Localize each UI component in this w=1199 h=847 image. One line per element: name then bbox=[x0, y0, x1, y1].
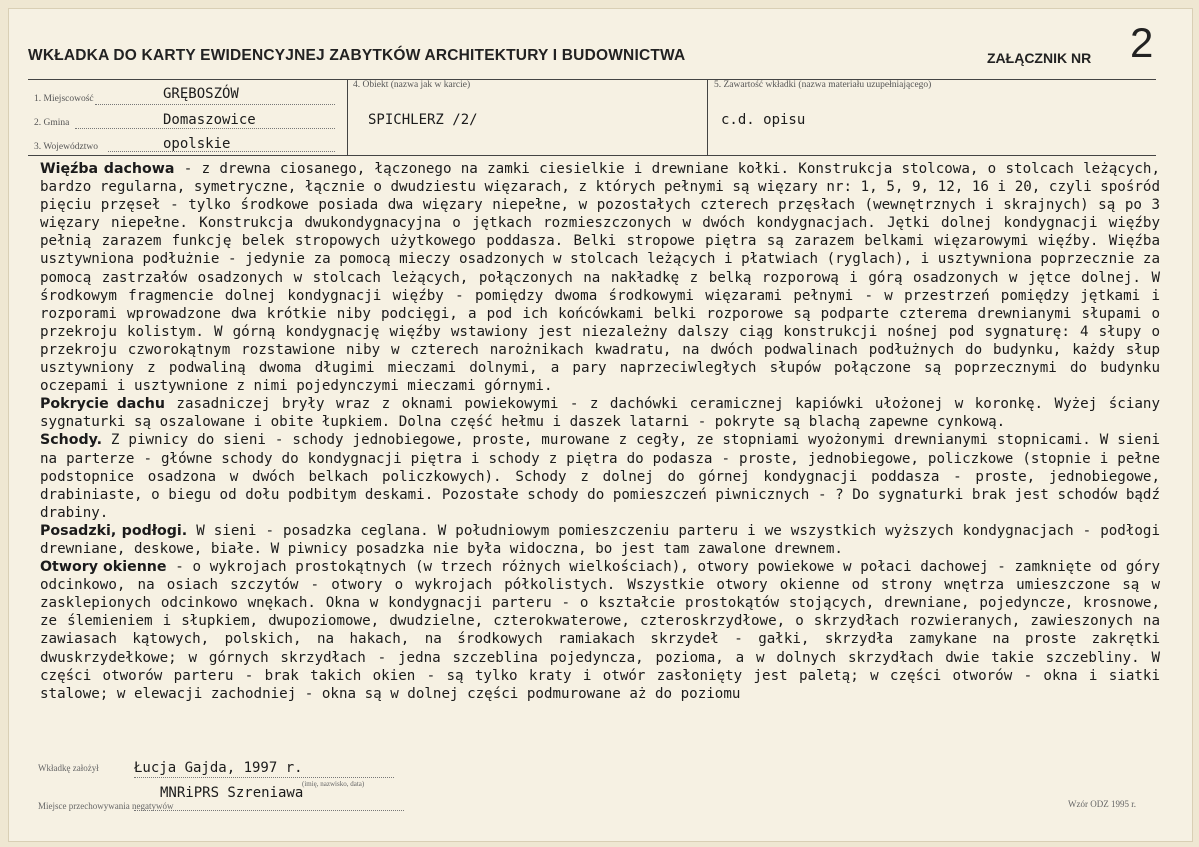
commune-dots bbox=[75, 128, 335, 129]
stairs-heading: Schody. bbox=[40, 432, 102, 449]
form-title: WKŁADKA DO KARTY EWIDENCYJNEJ ZABYTKÓW ARCHITEKTURY I BUDOWNICTWA bbox=[28, 47, 686, 64]
roof-truss-paragraph bbox=[40, 160, 1160, 395]
roofing-text: zasadniczej bryły wraz z oknami powiekowymi - z dachówki ceramicznej kapiówki ułożonej w koronkę. Wyżej ściany sygnaturki są oszalowane i obite łupkiem. Dolna część hełmu i daszek latarni - pokryte są blachą zapewne cynkową. bbox=[40, 396, 1160, 431]
floors-text: W sieni - posadzka ceglana. W południowym pomieszczeniu parteru i we wszystkich wyższych kondygnacjach - podłogi drewniane, deskowe, białe. W piwnicy posadzka nie była widoczna, bo jest tam zawalone drewnem. bbox=[40, 522, 1161, 557]
fields-bottom-rule bbox=[28, 155, 1156, 156]
windows-paragraph bbox=[40, 558, 1160, 703]
negatives-location-dots bbox=[134, 810, 404, 811]
roofing-paragraph bbox=[40, 395, 1160, 431]
compiled-by-value: Łucja Gajda, 1997 r. bbox=[134, 760, 303, 776]
compiled-by-hint: (imię, nazwisko, data) bbox=[302, 780, 365, 788]
content-value: c.d. opisu bbox=[721, 112, 806, 128]
annex-number: 2 bbox=[1130, 19, 1154, 66]
roof-truss-heading: Więźba dachowa bbox=[40, 161, 175, 177]
negatives-location-value: MNRiPRS Szreniawa bbox=[160, 785, 304, 801]
windows-heading: Otwory okienne bbox=[40, 559, 167, 576]
locality-label: 1. Miejscowość bbox=[34, 94, 94, 104]
commune-value: Domaszowice bbox=[163, 112, 256, 128]
stairs-paragraph bbox=[40, 431, 1160, 521]
locality-dots bbox=[95, 104, 335, 105]
object-value: SPICHLERZ /2/ bbox=[368, 112, 478, 128]
province-label: 3. Województwo bbox=[34, 142, 98, 152]
roof-truss-text: - z drewna ciosanego, łączonego na zamki ciesielkie i drewniane kołki. Konstrukcja stolcowa, o stolcach leżących, bardzo regularna, symetryczne, łącznie o dwudziestu więzarach, z których pełnymi są więzary nr: 1, 5, 9, 12, 16 i 20, czyli spośród pięciu przęseł - tylko środkowe posiada dwa więzary niepełne, w pozostałych czterech przęsłach (wewnętrznych i skrajnych) są po 3 więzary niepełne. Konstrukcja dwukondygnacyjna o jętkach rozmieszczonych w dwóch kondygnacjach. Jętki dolnej kondygnacji więźby pełnią zarazem funkcję belek stropowych użytkowego poddasza. Belki stropowe piętra są zarazem belkami więzarowymi więźby. Więźba usztywniona podłużnie - jedynie za pomocą mieczy osadzonych w stolcach leżących i płatwiach (ryglach), i usztywniona poprzecznie za pomocą zastrzałów osadzonych w stolcach leżących, połączonych na nakładkę z belką rozporową i górą osadzonych w jętce dolnej. W środkowym fragmencie dolnej kondygnacji więźby - pomiędzy dwoma środkowymi więzarami pełnymi - w przestrzeń pomiędzy jętkami i rozporami wprowadzone dwa krótkie niby podcięgi, a pod ich końcówkami belki rozporowe są podparte czterema drewnianymi słupami o przekroju kolistym. W górną kondygnację więźby wstawiony jest niezależny dalszy ciąg konstrukcji nośnej pod sygnaturę: 4 słupy o przekroju czworokątnym rozstawione niby w czterech narożnikach kwadratu, na dwóch podwalinach podłużnych do budynku, każdy słup usztywniony z podwaliną dwoma długimi mieczami dolnymi, a pary naprzeciwległych słupów połączone są poprzecznymi do budynku oczepami i usztywnione z nimi pojedynczymi mieczami górnymi. bbox=[40, 161, 1160, 395]
commune-label: 2. Gmina bbox=[34, 118, 70, 128]
template-version: Wzór ODZ 1995 r. bbox=[1068, 799, 1136, 809]
locality-value: GRĘBOSZÓW bbox=[163, 86, 239, 102]
province-value: opolskie bbox=[163, 136, 231, 152]
stairs-text: Z piwnicy do sieni - schody jednobiegowe, proste, murowane z cegły, ze stopniami wyożonymi drewnianymi stopnicami. W sieni na parterze - główne schody do kondygnacji piętra i schody z piętra do podasza - proste, jednobiegowe, policzkowe (stopnie i pełne podstopnice osadzona w dwóch belkach policzkowych). Schody z dolnej do górnej kondygnacji poddasza - proste, jednobiegowe, drabiniaste, o biegu od dołu podbitym deskami. Pozostałe schody do pomieszczeń piwnicznych - ? Do sygnaturki brak jest schodów bądź drabiny. bbox=[40, 432, 1160, 521]
floors-heading: Posadzki, podłogi. bbox=[40, 522, 188, 539]
description-body bbox=[40, 160, 1160, 703]
negatives-location-label: Miejsce przechowywania negatywów bbox=[38, 801, 174, 811]
floors-paragraph bbox=[40, 522, 1160, 558]
header-rule bbox=[28, 79, 1156, 80]
content-label: 5. Zawartość wkładki (nazwa materiału uzupełniającego) bbox=[714, 80, 932, 90]
compiled-by-dots bbox=[134, 777, 394, 778]
compiled-by-label: Wkładkę założył bbox=[38, 763, 99, 773]
roofing-heading: Pokrycie dachu bbox=[40, 396, 165, 413]
column-divider-2 bbox=[707, 79, 708, 155]
column-divider-1 bbox=[347, 79, 348, 155]
annex-label: ZAŁĄCZNIK NR bbox=[987, 50, 1092, 66]
object-label: 4. Obiekt (nazwa jak w karcie) bbox=[353, 80, 471, 90]
windows-text: - o wykrojach prostokątnych (w trzech różnych wielkościach), otwory powiekowe w połaci dachowej - zamknięte od góry odcinkowo, na osiach szczytów - otwory o wykrojach półkolistych. Wszystkie otwory okienne od strony wnętrza umieszczone są w zasklepionych odcinkowo wnękach. Okna w kondygnacji parteru - o kształcie prostokątów stojących, drewniane, pojedyncze, krosnowe, ze ślemieniem i słupkiem, dwupoziomowe, dwudzielne, czterokwaterowe, czteroskrzydłowe, o skrzydłach rozwieranych, zawieszonych na zawiasach kątowych, polskich, na hakach, na środkowych ramiakach skrzydeł - gałki, skrzydła zamykane na proste zakrętki dwuskrzydełkowe; w górnych skrzydłach - jedna szczeblina pojedyncza, pozioma, a w dolnych skrzydłach dwie takie szczebliny. W części otworów parteru - brak takich okien - są tylko kraty i otwór zasłonięty jest paletą; w części otworów - okna i siatki stalowe; w elewacji zachodniej - okna są w dolnej części podmurowane aż do poziomu bbox=[40, 559, 1160, 702]
